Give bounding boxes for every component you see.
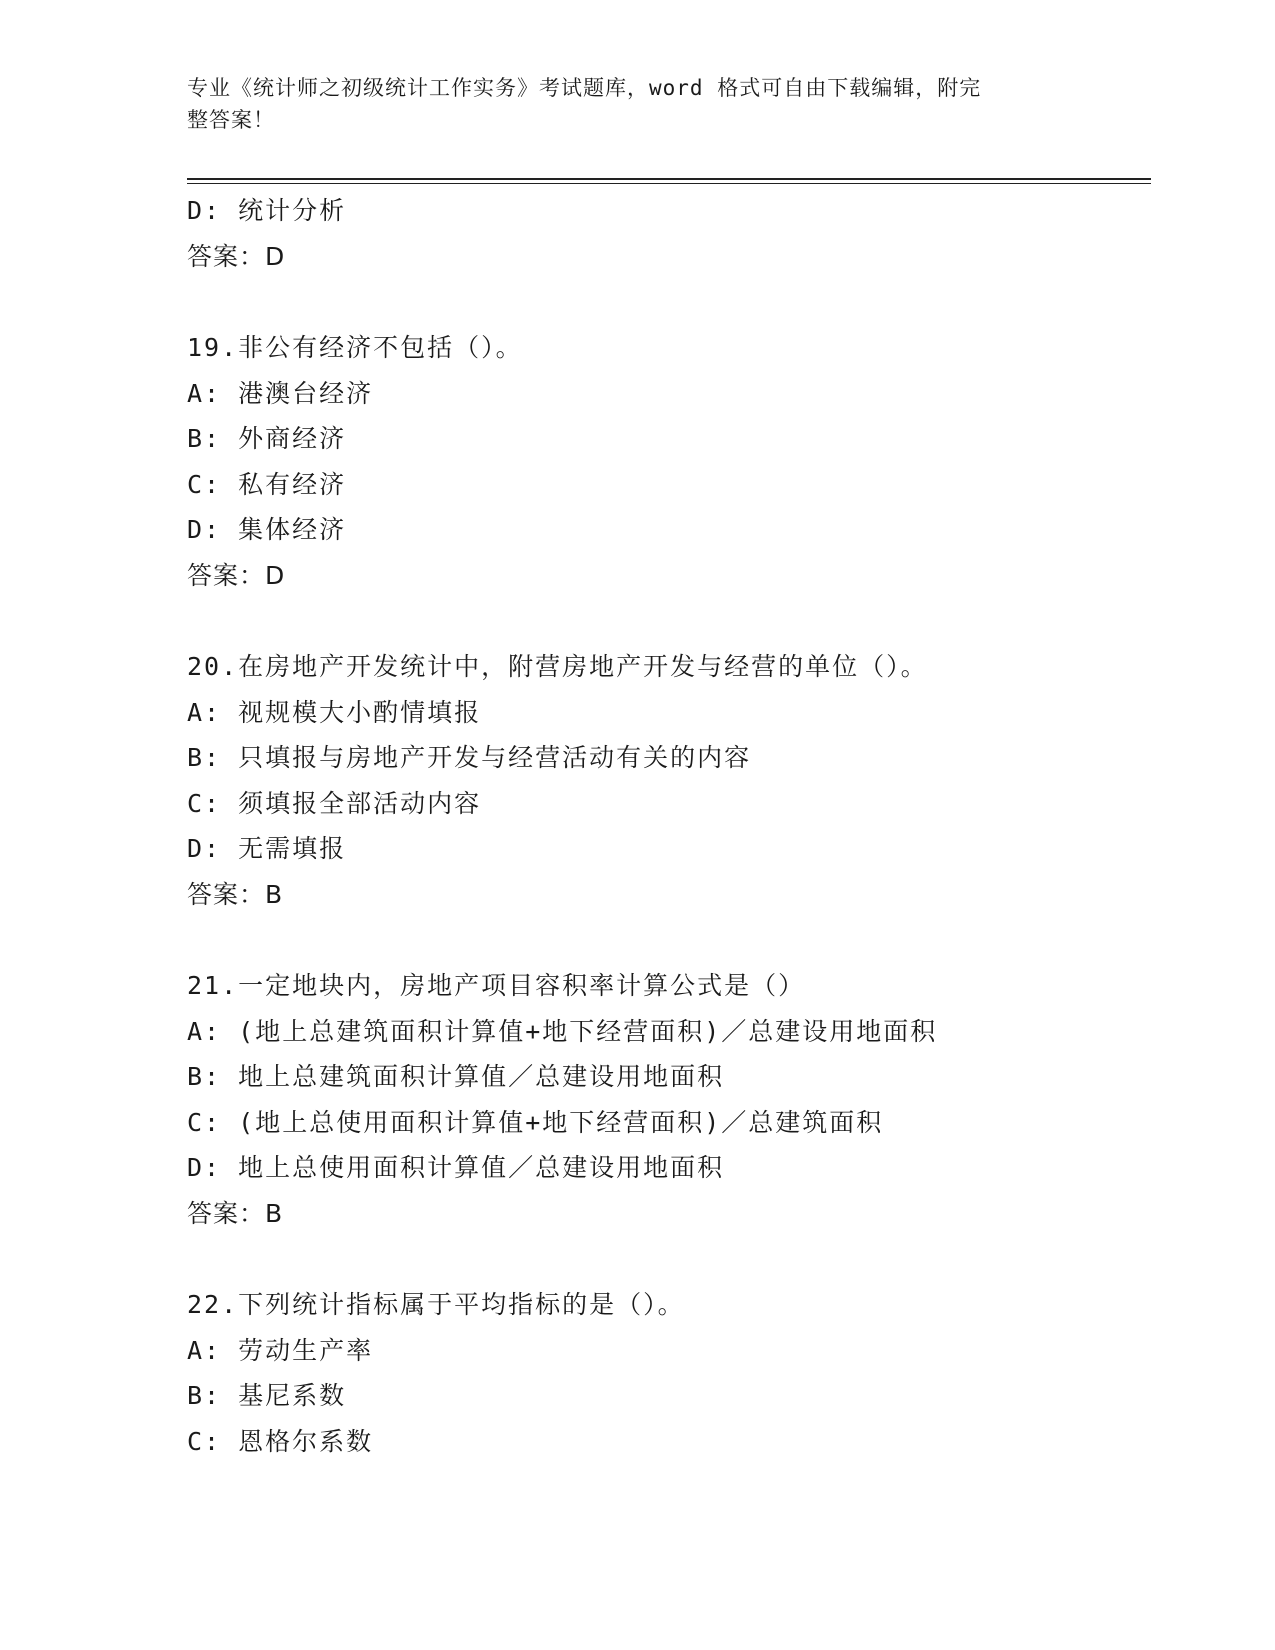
question-stem: 21.一定地块内，房地产项目容积率计算公式是（）: [187, 971, 806, 1000]
option-d: D: 集体经济: [187, 515, 347, 544]
option-a: A: 视规模大小酌情填报: [187, 697, 482, 727]
option-b: B: 地上总建筑面积计算值／总建设用地面积: [187, 1062, 725, 1091]
question-21: [187, 963, 1151, 1236]
header-divider: [187, 178, 1151, 180]
prev-option-d: D: 统计分析: [187, 196, 347, 225]
question-stem: 20.在房地产开发统计中，附营房地产开发与经营的单位（）。: [187, 652, 928, 681]
question-20: [187, 644, 1151, 917]
option-b: B: 只填报与房地产开发与经营活动有关的内容: [187, 743, 752, 772]
option-d: D: 地上总使用面积计算值／总建设用地面积: [187, 1153, 725, 1182]
question-22: [187, 1282, 1151, 1464]
question-stem: 19.非公有经济不包括（）。: [187, 333, 523, 362]
answer: 答案：D: [187, 560, 286, 590]
header-divider-thin: [187, 183, 1151, 184]
prev-answer: 答案：D: [187, 241, 286, 271]
question-stem: 22.下列统计指标属于平均指标的是（）。: [187, 1290, 685, 1319]
answer: 答案：B: [187, 879, 284, 909]
question-19: [187, 325, 1151, 598]
option-b: B: 外商经济: [187, 424, 347, 453]
option-d: D: 无需填报: [187, 834, 347, 863]
header-line-2: 整答案！: [187, 108, 275, 132]
question-list: [187, 188, 1151, 1464]
option-a: A: 港澳台经济: [187, 378, 374, 408]
option-c: C: 私有经济: [187, 469, 347, 499]
option-a: A: 劳动生产率: [187, 1335, 374, 1365]
option-c: C: (地上总使用面积计算值+地下经营面积)／总建筑面积: [187, 1107, 884, 1137]
option-c: C: 须填报全部活动内容: [187, 788, 482, 818]
option-c: C: 恩格尔系数: [187, 1426, 374, 1456]
option-b: B: 基尼系数: [187, 1381, 347, 1410]
header-line-1: 专业《统计师之初级统计工作实务》考试题库，word 格式可自由下载编辑，附完: [187, 76, 982, 100]
page-header: [187, 72, 1067, 136]
option-a: A: (地上总建筑面积计算值+地下经营面积)／总建设用地面积: [187, 1016, 938, 1046]
answer: 答案：B: [187, 1198, 284, 1228]
